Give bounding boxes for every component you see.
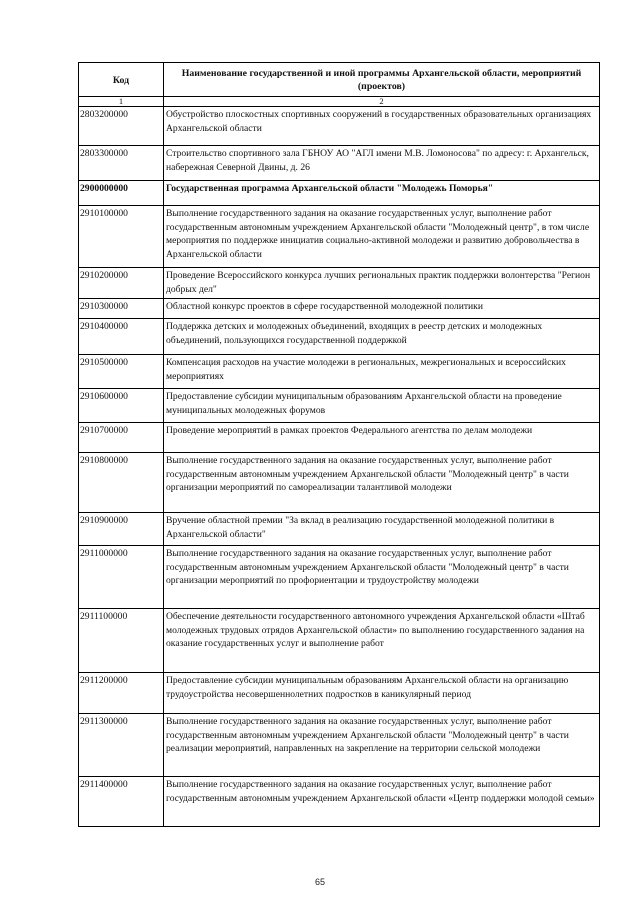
header-name: Наименование государственной и иной программы Архангельской области, мероприятий (проектов): [164, 63, 600, 97]
row-name: Вручение областной премии "За вклад в реализацию государственной молодежной политики в Архангельской области": [164, 513, 600, 546]
row-name: Предоставление субсидии муниципальным образованиям Архангельской области на проведение муниципальных молодежных форумов: [164, 389, 600, 423]
table-row: [79, 546, 600, 609]
row-code: 2910700000: [79, 423, 164, 453]
row-code: 2911100000: [79, 609, 164, 673]
row-code: 2910500000: [79, 355, 164, 389]
row-name: Выполнение государственного задания на оказание государственных услуг, выполнение работ государственным автономным учреждением Архангельской области "Молодежный центр" в части организации мероприятий по профориентации и трудоустройству молодежи: [164, 546, 600, 609]
row-name: Проведение мероприятий в рамках проектов Федерального агентства по делам молодежи: [164, 423, 600, 453]
column-numbering-row: [79, 97, 600, 107]
table-row: [79, 206, 600, 268]
row-code: 2900000000: [79, 181, 164, 206]
table-row: [79, 777, 600, 827]
row-name: Поддержка детских и молодежных объединений, входящих в реестр детских и молодежных объединений, пользующихся государственной поддержкой: [164, 319, 600, 355]
row-name: Строительство спортивного зала ГБНОУ АО "АГЛ имени М.В. Ломоносова" по адресу: г. Архангельск, набережная Северной Двины, д. 26: [164, 146, 600, 181]
row-code: 2911400000: [79, 777, 164, 827]
row-code: 2910600000: [79, 389, 164, 423]
table-row: [79, 453, 600, 513]
row-code: 2910900000: [79, 513, 164, 546]
table-row: [79, 389, 600, 423]
header-code: Код: [79, 63, 164, 97]
table-row: [79, 423, 600, 453]
row-code: 2910400000: [79, 319, 164, 355]
row-code: 2911300000: [79, 714, 164, 777]
table-row: [79, 146, 600, 181]
row-code: 2803300000: [79, 146, 164, 181]
row-name: Выполнение государственного задания на оказание государственных услуг, выполнение работ государственным автономным учреждением Архангельской области "Молодежный центр" в части реализации мероприятий, направленных на закрепление на территории сельской молодежи: [164, 714, 600, 777]
row-name: Компенсация расходов на участие молодежи в региональных, межрегиональных и всероссийских мероприятиях: [164, 355, 600, 389]
row-name: Предоставление субсидии муниципальным образованиям Архангельской области на организацию трудоустройства несовершеннолетних подростков в каникулярный период: [164, 673, 600, 714]
row-name: Проведение Всероссийского конкурса лучших региональных практик поддержки волонтерства "Регион добрых дел": [164, 268, 600, 299]
table-row: [79, 513, 600, 546]
column-number-1: 1: [79, 97, 164, 107]
row-name: Обустройство плоскостных спортивных сооружений в государственных образовательных организациях Архангельской области: [164, 107, 600, 146]
row-code: 2910800000: [79, 453, 164, 513]
table-row: [79, 319, 600, 355]
table-row-program: [79, 181, 600, 206]
row-name: Областной конкурс проектов в сфере государственной молодежной политики: [164, 299, 600, 319]
row-name: Выполнение государственного задания на оказание государственных услуг, выполнение работ государственным автономным учреждением Архангельской области "Молодежный центр" в части организации мероприятий по самореализации талантливой молодежи: [164, 453, 600, 513]
row-code: 2910200000: [79, 268, 164, 299]
row-code: 2803200000: [79, 107, 164, 146]
table-row: [79, 107, 600, 146]
table-row: [79, 299, 600, 319]
row-name: Государственная программа Архангельской области "Молодежь Поморья": [164, 181, 600, 206]
row-code: 2910300000: [79, 299, 164, 319]
column-number-2: 2: [164, 97, 600, 107]
row-name: Выполнение государственного задания на оказание государственных услуг, выполнение работ государственным автономным учреждением Архангельской области «Центр поддержки молодой семьи»: [164, 777, 600, 827]
row-code: 2911200000: [79, 673, 164, 714]
row-code: 2910100000: [79, 206, 164, 268]
table-row: [79, 355, 600, 389]
table-header-row: [79, 63, 600, 97]
table-row: [79, 714, 600, 777]
page-number: 65: [314, 877, 325, 887]
table-row: [79, 673, 600, 714]
row-code: 2911000000: [79, 546, 164, 609]
program-table: [78, 62, 600, 827]
table-row: [79, 268, 600, 299]
row-name: Выполнение государственного задания на оказание государственных услуг, выполнение работ государственным автономным учреждением Архангельской области "Молодежный центр", в том числе мероприятия по поддержке инициатив социально-активной молодежи и развитию добровольчества в Архангельской области: [164, 206, 600, 268]
table-row: [79, 609, 600, 673]
row-name: Обеспечение деятельности государственного автономного учреждения Архангельской области «Штаб молодежных трудовых отрядов Архангельской области» по выполнению государственного задания на оказание государственных услуг и выполнение работ: [164, 609, 600, 673]
